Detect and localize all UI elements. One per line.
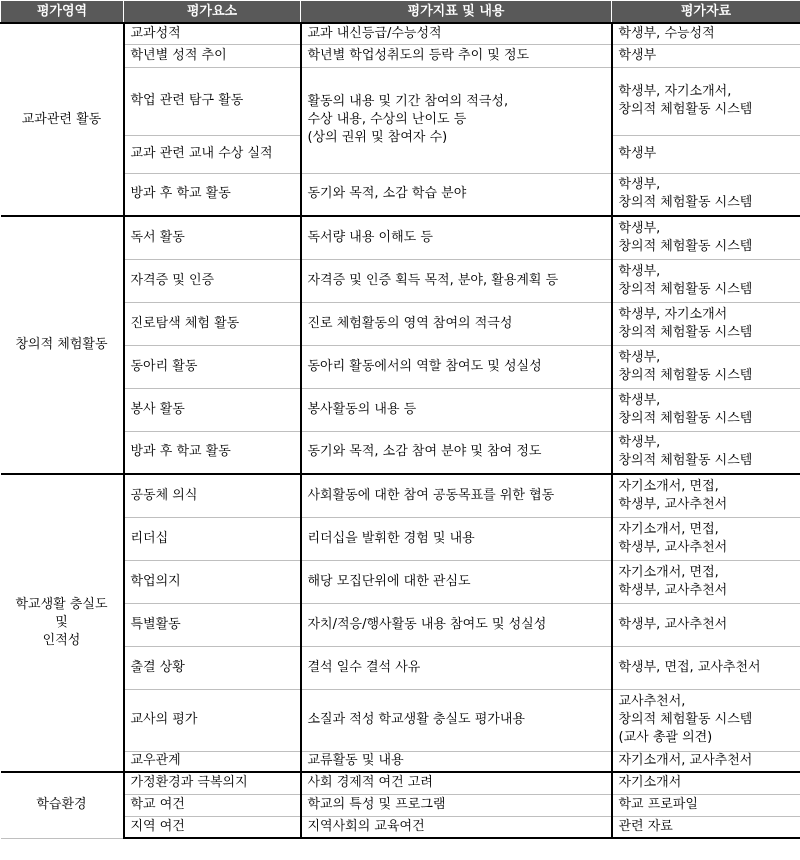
material-cell: 교사추천서, 창의적 체험활동 시스템 (교사 총괄 의견): [612, 689, 800, 751]
indicator-cell: 독서량 내용 이해도 등: [301, 216, 612, 259]
indicator-cell: 교과 내신등급/수능성적: [301, 23, 612, 44]
material-cell: 학생부, 수능성적: [612, 23, 800, 44]
material-cell: 학생부, 창의적 체험활동 시스템: [612, 388, 800, 431]
indicator-cell: 소질과 적성 학교생활 충실도 평가내용: [301, 689, 612, 751]
area-cell: 창의적 체험활동: [1, 216, 124, 474]
element-cell: 자격증 및 인증: [124, 259, 301, 302]
header-indicator: 평가지표 및 내용: [301, 1, 612, 24]
area-cell: 학습환경: [1, 772, 124, 838]
table-row: [1, 772, 800, 794]
element-cell: 지역 여건: [124, 816, 301, 838]
table-body: [1, 23, 800, 838]
material-cell: 자기소개서, 교사추천서: [612, 751, 800, 772]
table-row: [1, 23, 800, 44]
header-row: [1, 1, 800, 24]
table-row: [1, 216, 800, 259]
indicator-cell: 학년별 학업성취도의 등락 추이 및 정도: [301, 44, 612, 67]
material-cell: 학생부, 창의적 체험활동 시스템: [612, 216, 800, 259]
material-cell: 학생부, 교사추천서: [612, 603, 800, 646]
element-cell: 독서 활동: [124, 216, 301, 259]
element-cell: 방과 후 학교 활동: [124, 431, 301, 474]
element-cell: 진로탐색 체험 활동: [124, 302, 301, 345]
element-cell: 학업의지: [124, 560, 301, 603]
element-cell: 교과성적: [124, 23, 301, 44]
element-cell: 출결 상황: [124, 646, 301, 689]
indicator-cell: 진로 체험활동의 영역 참여의 적극성: [301, 302, 612, 345]
header-element: 평가요소: [124, 1, 301, 24]
area-cell: 학교생활 충실도 및 인적성: [1, 474, 124, 772]
element-cell: 공동체 의식: [124, 474, 301, 517]
indicator-cell: 자치/적응/행사활동 내용 참여도 및 성실성: [301, 603, 612, 646]
indicator-cell: 리더십을 발휘한 경험 및 내용: [301, 517, 612, 560]
header-material: 평가자료: [612, 1, 800, 24]
element-cell: 방과 후 학교 활동: [124, 173, 301, 216]
element-cell: 동아리 활동: [124, 345, 301, 388]
element-cell: 봉사 활동: [124, 388, 301, 431]
indicator-cell: 동기와 목적, 소감 학습 분야: [301, 173, 612, 216]
material-cell: 학생부, 자기소개서 창의적 체험활동 시스템: [612, 302, 800, 345]
material-cell: 학생부, 자기소개서, 창의적 체험활동 시스템: [612, 67, 800, 135]
indicator-cell: 동기와 목적, 소감 참여 분야 및 참여 정도: [301, 431, 612, 474]
indicator-cell: 봉사활동의 내용 등: [301, 388, 612, 431]
element-cell: 교우관계: [124, 751, 301, 772]
element-cell: 학업 관련 탐구 활동: [124, 67, 301, 135]
material-cell: 학생부, 창의적 체험활동 시스템: [612, 259, 800, 302]
material-cell: 학생부, 창의적 체험활동 시스템: [612, 173, 800, 216]
material-cell: 학생부, 창의적 체험활동 시스템: [612, 431, 800, 474]
table-row: [1, 474, 800, 517]
material-cell: 자기소개서, 면접, 학생부, 교사추천서: [612, 560, 800, 603]
indicator-cell: 자격증 및 인증 획득 목적, 분야, 활용계획 등: [301, 259, 612, 302]
element-cell: 학년별 성적 추이: [124, 44, 301, 67]
material-cell: 자기소개서, 면접, 학생부, 교사추천서: [612, 517, 800, 560]
element-cell: 가정환경과 극복의지: [124, 772, 301, 794]
material-cell: 학생부, 면접, 교사추천서: [612, 646, 800, 689]
indicator-cell: 사회활동에 대한 참여 공동목표를 위한 협동: [301, 474, 612, 517]
material-cell: 학생부, 창의적 체험활동 시스템: [612, 345, 800, 388]
material-cell: 학교 프로파일: [612, 794, 800, 816]
element-cell: 특별활동: [124, 603, 301, 646]
element-cell: 교과 관련 교내 수상 실적: [124, 135, 301, 173]
indicator-cell: 활동의 내용 및 기간 참여의 적극성, 수상 내용, 수상의 난이도 등 (상의 권위 및 참여자 수): [301, 67, 612, 173]
indicator-cell: 사회 경제적 여건 고려: [301, 772, 612, 794]
material-cell: 관련 자료: [612, 816, 800, 838]
element-cell: 리더십: [124, 517, 301, 560]
material-cell: 학생부: [612, 44, 800, 67]
header-area: 평가영역: [1, 1, 124, 24]
indicator-cell: 교류활동 및 내용: [301, 751, 612, 772]
indicator-cell: 지역사회의 교육여건: [301, 816, 612, 838]
indicator-cell: 해당 모집단위에 대한 관심도: [301, 560, 612, 603]
indicator-cell: 학교의 특성 및 프로그램: [301, 794, 612, 816]
element-cell: 교사의 평가: [124, 689, 301, 751]
material-cell: 자기소개서, 면접, 학생부, 교사추천서: [612, 474, 800, 517]
indicator-cell: 동아리 활동에서의 역할 참여도 및 성실성: [301, 345, 612, 388]
material-cell: 학생부: [612, 135, 800, 173]
element-cell: 학교 여건: [124, 794, 301, 816]
area-cell: 교과관련 활동: [1, 23, 124, 216]
material-cell: 자기소개서: [612, 772, 800, 794]
indicator-cell: 결석 일수 결석 사유: [301, 646, 612, 689]
